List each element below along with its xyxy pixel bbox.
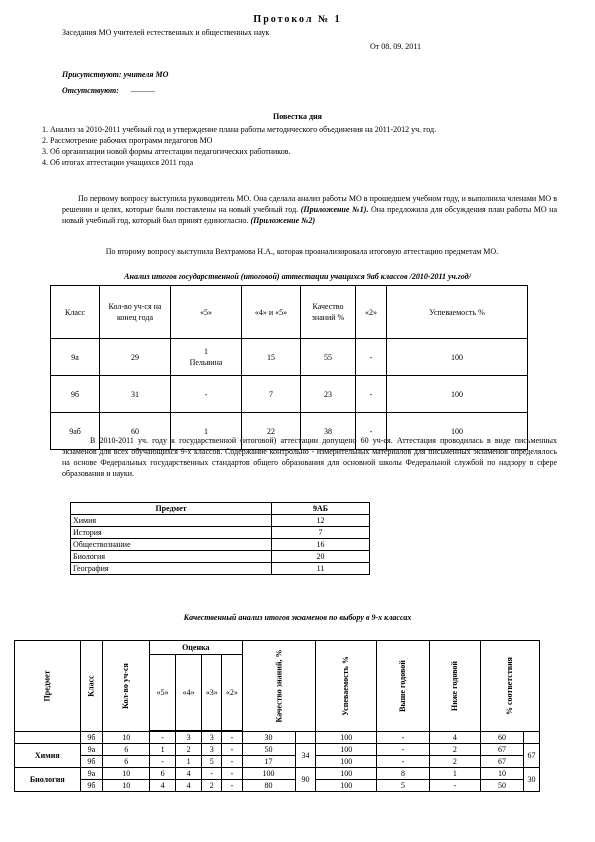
cell: 29 bbox=[100, 339, 171, 376]
table-row bbox=[15, 756, 540, 768]
cell: - bbox=[222, 744, 242, 756]
cell: 31 bbox=[100, 376, 171, 413]
table-row bbox=[71, 551, 370, 563]
agenda-item: 4. Об итогах аттестации учащихся 2011 года bbox=[50, 157, 575, 168]
table-header-row bbox=[15, 641, 540, 655]
cell: 1 bbox=[171, 413, 242, 450]
cell: 9б bbox=[80, 732, 103, 744]
agenda-title: Повестка дня bbox=[273, 112, 322, 121]
col-header: 9АБ bbox=[272, 503, 370, 515]
table-row bbox=[15, 744, 540, 756]
cell: - bbox=[377, 756, 430, 768]
absent-line bbox=[62, 86, 155, 95]
cell: 50 bbox=[480, 780, 523, 792]
table-row bbox=[71, 527, 370, 539]
cell-merged-quality: 90 bbox=[295, 768, 316, 792]
cell-empty bbox=[523, 732, 539, 744]
cell: 50 bbox=[242, 744, 295, 756]
cell: 2 bbox=[176, 744, 202, 756]
table-header-row bbox=[71, 503, 370, 515]
col-header: «2» bbox=[356, 286, 387, 339]
col-header-above: Выше годовой bbox=[377, 641, 430, 732]
cell: 12 bbox=[272, 515, 370, 527]
cell: 4 bbox=[429, 732, 480, 744]
cell: 11 bbox=[272, 563, 370, 575]
attestation-table bbox=[50, 285, 528, 450]
cell: 17 bbox=[242, 756, 295, 768]
cell: 100 bbox=[242, 768, 295, 780]
cell: - bbox=[150, 732, 176, 744]
cell: 55 bbox=[301, 339, 356, 376]
col-header: «5» bbox=[171, 286, 242, 339]
cell: 1 bbox=[150, 744, 176, 756]
cell: 100 bbox=[316, 744, 377, 756]
col-header-success: Успеваемость % bbox=[316, 641, 377, 732]
cell: 6 bbox=[103, 744, 150, 756]
p1-text-b: Она предложила для обсуждения план работы МО на новый учебный год, который был принят единогласно. bbox=[62, 205, 558, 225]
cell: 1 Пельвина bbox=[171, 339, 242, 376]
cell: 10 bbox=[480, 768, 523, 780]
col-header-quality: Качество знаний, % bbox=[242, 641, 316, 732]
paragraph-second-question: По второму вопросу выступила Вехтрамова Н.А., которая проанализировала итоговую аттестацию предметам МО. bbox=[105, 247, 499, 256]
cell: 4 bbox=[176, 768, 202, 780]
cell: - bbox=[377, 732, 430, 744]
table-row bbox=[71, 539, 370, 551]
cell: 10 bbox=[103, 732, 150, 744]
col-header-class: Класс bbox=[80, 641, 103, 732]
cell: 4 bbox=[150, 780, 176, 792]
meeting-name: Заседания МО учителей естественных и общественных наук bbox=[62, 28, 270, 37]
cell-subject: Биология bbox=[15, 768, 81, 792]
cell: - bbox=[222, 732, 242, 744]
table-row bbox=[51, 376, 528, 413]
cell: 4 bbox=[176, 780, 202, 792]
cell: 60 bbox=[100, 413, 171, 450]
cell: - bbox=[356, 376, 387, 413]
cell: - bbox=[222, 756, 242, 768]
cell: 67 bbox=[480, 744, 523, 756]
agenda-list bbox=[30, 124, 575, 168]
cell: 9б bbox=[80, 780, 103, 792]
cell: - bbox=[356, 339, 387, 376]
cell: 7 bbox=[242, 376, 301, 413]
cell: 30 bbox=[242, 732, 295, 744]
col-header-g5: «5» bbox=[150, 655, 176, 731]
col-header: Качество знаний % bbox=[301, 286, 356, 339]
p1-text: По первому вопросу выступила руководитель МО. Она сделала анализ работы МО в прошедшем учебном году, и выполнила членами МО в решении и целях, которые были поставлены на новый учебный год. bbox=[62, 194, 557, 214]
cell-subject bbox=[15, 732, 81, 744]
paragraph-first-question bbox=[62, 193, 557, 226]
table-header-row bbox=[51, 286, 528, 339]
col-header: Класс bbox=[51, 286, 100, 339]
col-header-g3: «3» bbox=[202, 655, 222, 731]
cell: 9а bbox=[80, 744, 103, 756]
table-row bbox=[15, 768, 540, 780]
meeting-date: От 08. 09. 2011 bbox=[370, 42, 421, 51]
cell: 100 bbox=[316, 756, 377, 768]
cell: 20 bbox=[272, 551, 370, 563]
cell: - bbox=[429, 780, 480, 792]
agenda-item: 1. Анализ за 2010-2011 учебный год и утверждение плана работы методического объединения на 2011-2012 уч. год. bbox=[50, 124, 575, 135]
table-row bbox=[15, 780, 540, 792]
cell: - bbox=[356, 413, 387, 450]
cell: - bbox=[377, 744, 430, 756]
document-title: Протокол № 1 bbox=[253, 14, 342, 25]
cell: 22 bbox=[242, 413, 301, 450]
cell: 1 bbox=[176, 756, 202, 768]
cell: 100 bbox=[387, 339, 528, 376]
cell: 5 bbox=[377, 780, 430, 792]
cell: 2 bbox=[429, 744, 480, 756]
cell: 100 bbox=[316, 732, 377, 744]
table-row bbox=[71, 563, 370, 575]
cell: 9аб bbox=[51, 413, 100, 450]
present-label: Присутствуют: bbox=[62, 70, 122, 79]
cell: 10 bbox=[103, 780, 150, 792]
cell: 38 bbox=[301, 413, 356, 450]
cell: 7 bbox=[272, 527, 370, 539]
cell: 80 bbox=[242, 780, 295, 792]
cell: 6 bbox=[150, 768, 176, 780]
cell: 9б bbox=[51, 376, 100, 413]
appendix-2-ref: (Приложение №2) bbox=[250, 216, 316, 225]
col-header-match: % соответствия bbox=[480, 641, 539, 732]
cell: 9а bbox=[51, 339, 100, 376]
cell: 3 bbox=[176, 732, 202, 744]
col-header-below: Ниже годовой bbox=[429, 641, 480, 732]
agenda-item: 3. Об организации новой формы аттестации педагогических работников. bbox=[50, 146, 575, 157]
col-header-count: Кол-во уч-ся bbox=[103, 641, 150, 732]
cell: - bbox=[171, 376, 242, 413]
present-line bbox=[62, 70, 168, 79]
present-value: учителя МО bbox=[123, 70, 169, 79]
cell-merged-match: 30 bbox=[523, 768, 539, 792]
cell: 9б bbox=[80, 756, 103, 768]
table1-caption: Анализ итогов государственной (итоговой) аттестации учащихся 9аб классов /2010-2011 уч.год/ bbox=[124, 272, 471, 281]
cell: 1 bbox=[429, 768, 480, 780]
col-header-g2: «2» bbox=[222, 655, 242, 731]
appendix-1-ref: (Приложение №1). bbox=[300, 205, 369, 214]
cell: 8 bbox=[377, 768, 430, 780]
cell: 100 bbox=[387, 376, 528, 413]
col-header: «4» и «5» bbox=[242, 286, 301, 339]
col-header-g4: «4» bbox=[176, 655, 202, 731]
absent-value: ——— bbox=[130, 86, 155, 95]
cell: 15 bbox=[242, 339, 301, 376]
col-header: Предмет bbox=[71, 503, 272, 515]
cell: География bbox=[71, 563, 272, 575]
cell: 16 bbox=[272, 539, 370, 551]
cell: 2 bbox=[202, 780, 222, 792]
cell: Обществознание bbox=[71, 539, 272, 551]
cell: Химия bbox=[71, 515, 272, 527]
col-header-grade-group: Оценка bbox=[150, 641, 242, 655]
cell: История bbox=[71, 527, 272, 539]
exam-analysis-table bbox=[14, 640, 540, 792]
cell: - bbox=[222, 780, 242, 792]
cell-merged-match: 67 bbox=[523, 744, 539, 768]
cell: 2 bbox=[429, 756, 480, 768]
cell: - bbox=[202, 768, 222, 780]
table-row bbox=[51, 339, 528, 376]
cell: - bbox=[150, 756, 176, 768]
cell: 67 bbox=[480, 756, 523, 768]
cell: 6 bbox=[103, 756, 150, 768]
subject-choice-table bbox=[70, 502, 370, 575]
cell: 3 bbox=[202, 744, 222, 756]
cell-empty bbox=[295, 732, 316, 744]
col-header-subject: Предмет bbox=[15, 641, 81, 732]
cell: 5 bbox=[202, 756, 222, 768]
cell: 60 bbox=[480, 732, 523, 744]
cell: - bbox=[222, 768, 242, 780]
cell: 10 bbox=[103, 768, 150, 780]
table-row bbox=[15, 732, 540, 744]
cell: 100 bbox=[316, 780, 377, 792]
col-header: Успеваемость % bbox=[387, 286, 528, 339]
table3-caption: Качественный анализ итогов экзаменов по выбору в 9-х классах bbox=[183, 613, 412, 622]
cell: 3 bbox=[202, 732, 222, 744]
cell: Биология bbox=[71, 551, 272, 563]
cell-subject: Химия bbox=[15, 744, 81, 768]
cell-merged-quality: 34 bbox=[295, 744, 316, 768]
absent-label: Отсутствуют: bbox=[62, 86, 119, 95]
agenda-item: 2. Рассмотрение рабочих программ педагогов МО bbox=[50, 135, 575, 146]
cell: 100 bbox=[387, 413, 528, 450]
cell: 9а bbox=[80, 768, 103, 780]
col-header: Кол-во уч-ся на конец года bbox=[100, 286, 171, 339]
cell: 100 bbox=[316, 768, 377, 780]
cell: 23 bbox=[301, 376, 356, 413]
paragraph-attestation-summary: В 2010-2011 уч. году к государственной (итоговой) аттестации допущено 60 уч-ся. Аттестация проводилась в виде письменных экзаменов для всех обучающихся 9-х классов. Содержание контрольно - измерительных материалов для письменных экзаменов определялось на основе Федеральных государственных стандартов общего образования для основной школы Федеральной службой по надзору в сфере образования и науки. bbox=[62, 436, 557, 478]
table-row bbox=[71, 515, 370, 527]
